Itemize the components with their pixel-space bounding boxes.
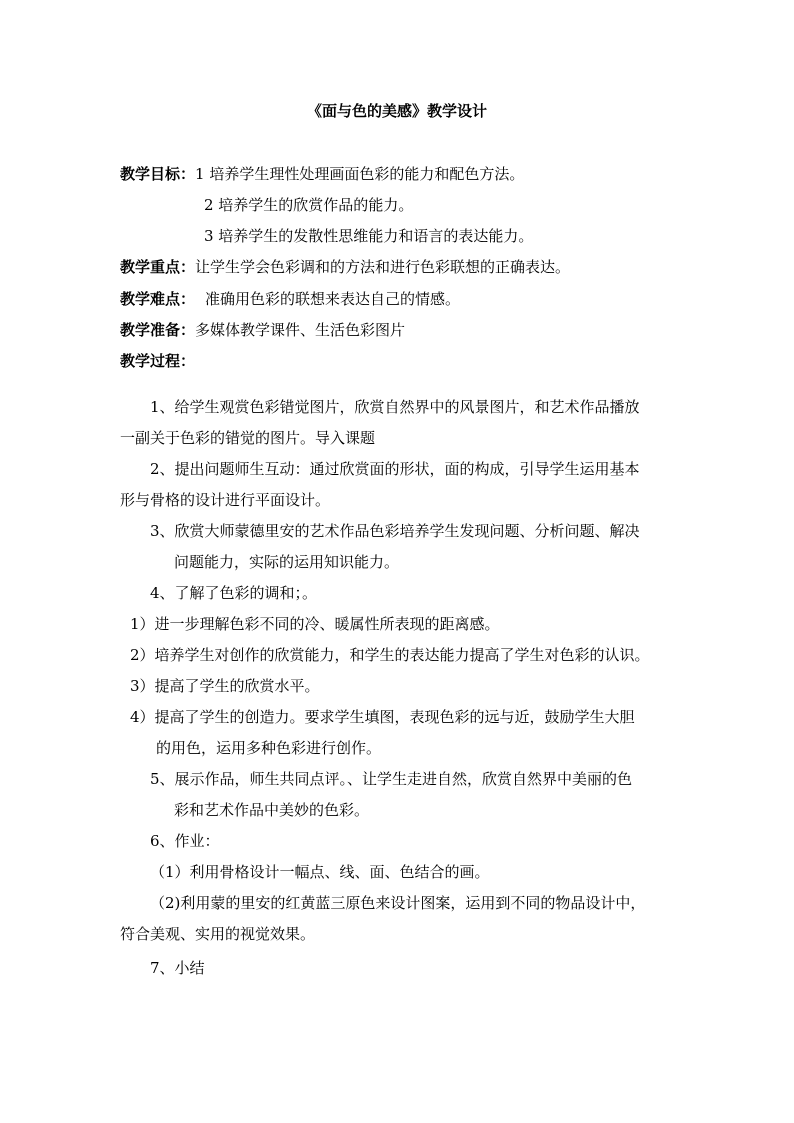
objectives-label: 教学目标：: [120, 165, 196, 183]
preparation-label: 教学准备：: [120, 321, 196, 339]
document-title: 《面与色的美感》教学设计: [306, 102, 487, 120]
preparation-row: [120, 320, 405, 340]
difficulties-row: [120, 289, 460, 309]
key-points-text: 让学生学会色彩调和的方法和进行色彩联想的正确表达。: [195, 258, 571, 276]
difficulties-text: 准确用色彩的联想来表达自己的情感。: [205, 290, 461, 308]
process-line: 7、小结: [150, 959, 205, 977]
key-points-label: 教学重点：: [120, 258, 196, 276]
process-line: 符合美观、实用的视觉效果。: [120, 925, 316, 943]
process-line: 1）进一步理解色彩不同的冷、暖属性所表现的距离感。: [130, 615, 500, 633]
objective-item: 2 培养学生的欣赏作品的能力。: [204, 196, 414, 214]
process-label: 教学过程：: [120, 352, 196, 370]
process-line: 6、作业：: [150, 832, 220, 850]
objective-item: 1 培养学生理性处理画面色彩的能力和配色方法。: [195, 165, 525, 183]
process-line: 问题能力，实际的运用知识能力。: [174, 553, 400, 571]
process-line: （1）利用骨格设计一幅点、线、面、色结合的画。: [150, 863, 490, 881]
objective-item: 3 培养学生的发散性思维能力和语言的表达能力。: [204, 227, 534, 245]
process-line: 3）提高了学生的欣赏水平。: [130, 677, 320, 695]
process-line: 彩和艺术作品中美妙的色彩。: [174, 801, 370, 819]
key-points-row: [120, 257, 570, 277]
process-line: 4、了解了色彩的调和；。: [150, 584, 318, 602]
objectives-row: [120, 164, 524, 184]
process-line: 5、展示作品，师生共同点评。、让学生走进自然，欣赏自然界中美丽的色: [150, 770, 633, 788]
process-line: 2）培养学生对创作的欣赏能力，和学生的表达能力提高了学生对色彩的认识。: [130, 646, 650, 664]
difficulties-label: 教学难点：: [120, 290, 196, 308]
process-line: 的用色，运用多种色彩进行创作。: [156, 739, 382, 757]
process-line: 3、欣赏大师蒙德里安的艺术作品色彩培养学生发现问题、分析问题、解决: [150, 522, 640, 540]
process-line: 4）提高了学生的创造力。要求学生填图，表现色彩的远与近，鼓励学生大胆: [130, 708, 635, 726]
process-line: 1、给学生观赏色彩错觉图片，欣赏自然界中的风景图片，和艺术作品播放: [150, 398, 640, 416]
process-line: 一副关于色彩的错觉的图片。导入课题: [120, 429, 376, 447]
process-line: 2、提出问题师生互动：通过欣赏面的形状，面的构成，引导学生运用基本: [150, 460, 640, 478]
process-line: （2)利用蒙的里安的红黄蓝三原色来设计图案，运用到不同的物品设计中，: [150, 894, 646, 912]
process-line: 形与骨格的设计进行平面设计。: [120, 491, 331, 509]
preparation-text: 多媒体教学课件、生活色彩图片: [195, 321, 406, 339]
